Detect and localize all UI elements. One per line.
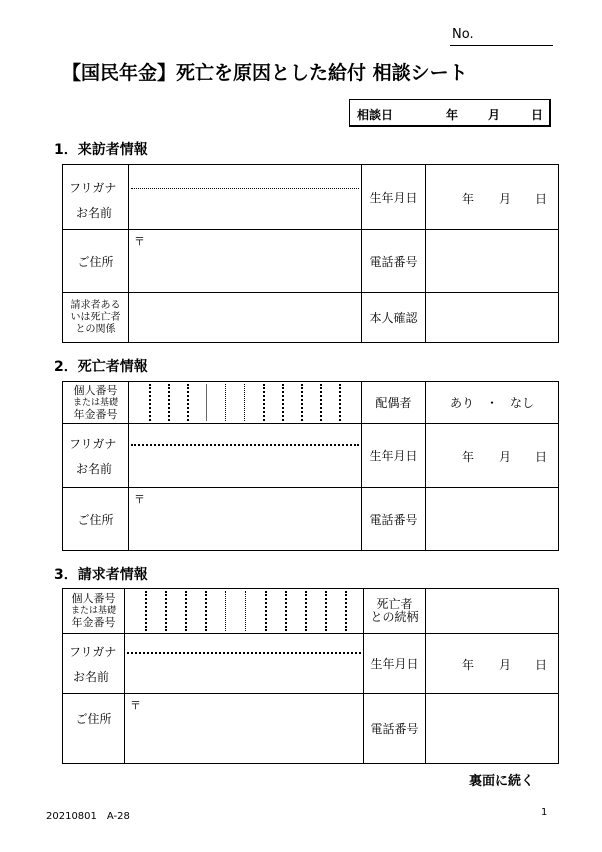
continue-on-back-note: 裏面に続く (469, 774, 535, 789)
claimant-phone-field[interactable] (426, 694, 559, 764)
deceased-pension-line-3: 年金番号 (73, 407, 118, 421)
visitor-birth-month: 月 (499, 192, 512, 206)
deceased-birth-month: 月 (499, 450, 512, 464)
claimant-name-label: お名前 (73, 670, 110, 684)
document-code: 20210801 A-28 (46, 811, 130, 822)
claimant-furigana-divider (127, 652, 361, 654)
visitor-relation-line-1: 請求者ある (70, 299, 121, 311)
deceased-name-field[interactable] (129, 424, 362, 488)
visitor-birthdate-field[interactable] (426, 165, 559, 230)
visitor-info-table (62, 164, 559, 343)
deceased-postal-mark: 〒 (134, 493, 145, 506)
visitor-relation-line-2: いは死亡者 (70, 311, 121, 323)
claimant-relationship-line-2: との続柄 (370, 610, 419, 624)
claimant-info-table (62, 588, 559, 764)
spouse-options[interactable]: あり ・ なし (426, 382, 559, 424)
claimant-birth-year: 年 (462, 658, 475, 672)
visitor-address-field[interactable] (129, 230, 362, 293)
visitor-relation-field[interactable] (129, 293, 362, 343)
page-number: 1 (541, 807, 548, 818)
visitor-birth-day: 日 (535, 192, 548, 206)
spouse-label: 配偶者 (362, 382, 426, 424)
visitor-furigana-divider (131, 188, 359, 189)
consult-year-label: 年 (446, 108, 459, 122)
claimant-furigana-label: フリガナ (69, 645, 117, 659)
deceased-phone-field[interactable] (426, 488, 559, 551)
claimant-address-field[interactable] (125, 694, 364, 764)
identity-check-label: 本人確認 (362, 293, 426, 343)
deceased-birth-day: 日 (535, 450, 548, 464)
consult-month-label: 月 (488, 108, 501, 122)
deceased-info-table (62, 381, 559, 551)
claimant-pension-line-3: 年金番号 (71, 616, 116, 629)
visitor-name-field[interactable] (129, 165, 362, 230)
deceased-birth-year: 年 (462, 450, 475, 464)
claimant-pension-no-label (63, 589, 125, 634)
visitor-name-label-cell (63, 165, 129, 230)
visitor-name-label: お名前 (76, 206, 113, 220)
deceased-pension-line-1: 個人番号 (73, 383, 118, 397)
claimant-birthdate-label: 生年月日 (364, 634, 426, 694)
claimant-phone-label: 電話番号 (364, 694, 426, 764)
consult-date-box (349, 99, 551, 127)
claimant-relationship-field[interactable] (426, 589, 559, 634)
visitor-furigana-label: フリガナ (69, 181, 117, 195)
deceased-address-label: ご住所 (63, 488, 129, 551)
consult-day-label: 日 (531, 108, 544, 122)
identity-check-field[interactable] (426, 293, 559, 343)
number-label: No. (452, 27, 474, 42)
visitor-postal-mark: 〒 (134, 235, 145, 248)
claimant-relationship-line-1: 死亡者 (376, 597, 413, 611)
deceased-pension-line-2: または基礎 (72, 397, 118, 408)
visitor-birthdate-label: 生年月日 (362, 165, 426, 230)
deceased-pension-no-label (63, 382, 129, 424)
claimant-address-label: ご住所 (63, 694, 125, 764)
visitor-relation-label (63, 293, 129, 343)
visitor-relation-line-3: との関係 (75, 323, 116, 335)
number-underline (450, 45, 553, 46)
visitor-birth-year: 年 (462, 192, 475, 206)
visitor-phone-field[interactable] (426, 230, 559, 293)
visitor-address-label: ご住所 (63, 230, 129, 293)
claimant-pension-line-1: 個人番号 (71, 592, 116, 605)
deceased-name-label-cell (63, 424, 129, 488)
deceased-phone-label: 電話番号 (362, 488, 426, 551)
section-claimant-heading: 3．請求者情報 (54, 567, 148, 583)
page-title: 【国民年金】死亡を原因とした給付 相談シート (62, 62, 468, 84)
section-visitor-heading: 1．来訪者情報 (54, 142, 148, 158)
deceased-birthdate-field[interactable] (426, 424, 559, 488)
claimant-postal-mark: 〒 (130, 699, 141, 712)
deceased-address-field[interactable] (129, 488, 362, 551)
visitor-phone-label: 電話番号 (362, 230, 426, 293)
claimant-pension-no-field[interactable] (125, 589, 364, 634)
deceased-furigana-label: フリガナ (69, 437, 117, 451)
claimant-pension-line-2: または基礎 (70, 606, 116, 616)
claimant-name-label-cell (63, 634, 125, 694)
deceased-name-label: お名前 (76, 462, 113, 476)
section-deceased-heading: 2．死亡者情報 (54, 359, 148, 375)
claimant-relationship-label (364, 589, 426, 634)
deceased-furigana-divider (131, 444, 359, 446)
consult-date-label: 相談日 (357, 108, 394, 122)
claimant-name-field[interactable] (125, 634, 364, 694)
deceased-pension-no-field[interactable] (129, 382, 362, 424)
claimant-birth-day: 日 (535, 658, 548, 672)
claimant-birth-month: 月 (499, 658, 512, 672)
deceased-birthdate-label: 生年月日 (362, 424, 426, 488)
claimant-birthdate-field[interactable] (426, 634, 559, 694)
